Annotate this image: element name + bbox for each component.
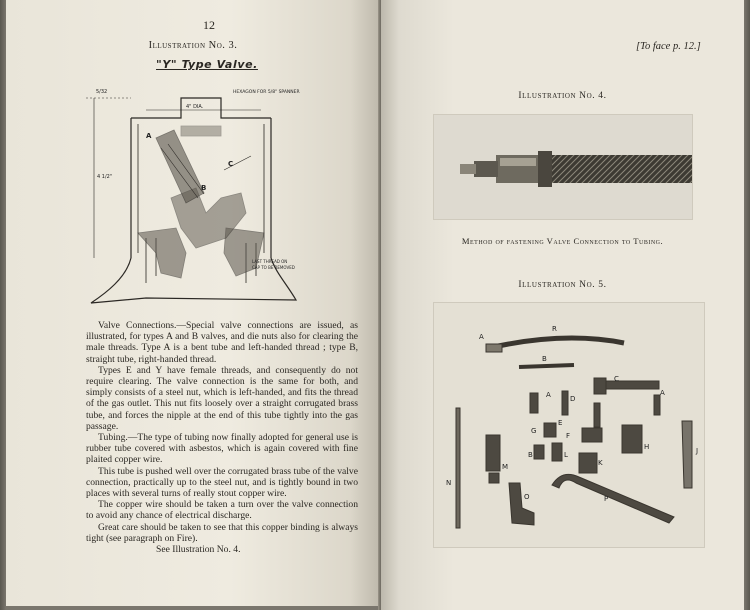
drawing-title: "Y" Type Valve. bbox=[156, 58, 258, 71]
part-label-g: G bbox=[531, 427, 537, 435]
label-c: C bbox=[228, 160, 234, 168]
part-label-b1: B bbox=[542, 355, 547, 363]
part-label-j: J bbox=[696, 447, 699, 455]
illustration-4-photo bbox=[433, 114, 693, 220]
page-number: 12 bbox=[203, 18, 215, 32]
illustration-3-heading: Illustration No. 3. bbox=[148, 40, 238, 51]
dim-dia-label: 4" DIA. bbox=[186, 104, 204, 110]
part-label-a1: A bbox=[479, 333, 484, 341]
part-label-a3: A bbox=[660, 389, 665, 397]
hexagon-label: HEXAGON FOR 5/8" SPANNER bbox=[233, 90, 300, 95]
part-label-a2: A bbox=[546, 391, 551, 399]
part-label-h: H bbox=[644, 443, 650, 451]
left-page bbox=[6, 0, 380, 606]
part-label-l: L bbox=[564, 451, 568, 459]
dim-top-label: 5/32 bbox=[96, 89, 108, 95]
part-label-p: P bbox=[604, 495, 609, 503]
paragraph-copper-wire: The copper wire should be taken a turn over the valve connection to avoid any chance of electrical discharge. bbox=[86, 499, 358, 522]
paragraph-valve-connections: Valve Connections.—Special valve connections are issued, as illustrated, for types A and B valves, and die nuts also for clearing the male threads. Type A is a bent tube and left-handed thread ; type B, straight tube, right-handed thread. bbox=[86, 320, 358, 365]
illustration-4-heading: Illustration No. 4. bbox=[518, 91, 607, 101]
paragraph-great-care: Great care should be taken to see that this copper binding is always tight (see paragraph on Fire). bbox=[86, 521, 358, 544]
part-label-d: D bbox=[570, 395, 576, 403]
parts-photo-image bbox=[434, 303, 704, 547]
dim-side-label: 4 1/2" bbox=[97, 174, 113, 180]
cap-note-1: LAST THREAD ON bbox=[252, 259, 288, 264]
see-illustration-line: See Illustration No. 4. bbox=[156, 544, 241, 556]
body-text bbox=[86, 320, 358, 555]
cap-note-2: CAP TO BE REMOVED bbox=[252, 265, 295, 270]
illustration-5-heading: Illustration No. 5. bbox=[518, 280, 607, 290]
part-label-k: K bbox=[598, 459, 603, 467]
label-a: A bbox=[146, 132, 152, 140]
part-label-e: E bbox=[558, 419, 563, 427]
paragraph-tube-pushed: This tube is pushed well over the corrugated brass tube of the valve connection, practically up to the steel nut, and is tightly bound in two places with several turns of really stout copper wire. bbox=[86, 465, 358, 500]
part-label-o: O bbox=[524, 493, 530, 501]
part-label-c: C bbox=[614, 375, 619, 383]
right-page bbox=[381, 0, 744, 610]
part-label-f: F bbox=[566, 432, 571, 440]
y-type-valve-drawing bbox=[86, 78, 316, 308]
illustration-5-photo bbox=[433, 302, 705, 548]
label-b: B bbox=[201, 184, 207, 192]
illustration-4-caption: Method of fastening Valve Connection to Tubing. bbox=[461, 236, 664, 246]
paragraph-tubing: Tubing.—The type of tubing now finally adopted for general use is rubber tube covered with asbestos, which is again covered with fine plaited copper wire. bbox=[86, 432, 358, 466]
tubing-photo-image bbox=[434, 115, 692, 219]
part-label-n: N bbox=[446, 479, 452, 487]
paragraph-types-e-y: Types E and Y have female threads, and consequently do not require clearing. The valve connection is the same for both, and simply consists of a steel nut, which is left-handed, and fits the thread of the gas outlet. This nut fits loosely over a straight corrugated brass tube, and forces the nipple at the end of this tube tightly into the gas passage. bbox=[86, 364, 358, 432]
to-face-note: [To face p. 12.] bbox=[636, 41, 701, 52]
part-label-b2: B bbox=[528, 451, 533, 459]
part-label-r: R bbox=[552, 325, 557, 333]
part-label-m: M bbox=[502, 463, 509, 471]
